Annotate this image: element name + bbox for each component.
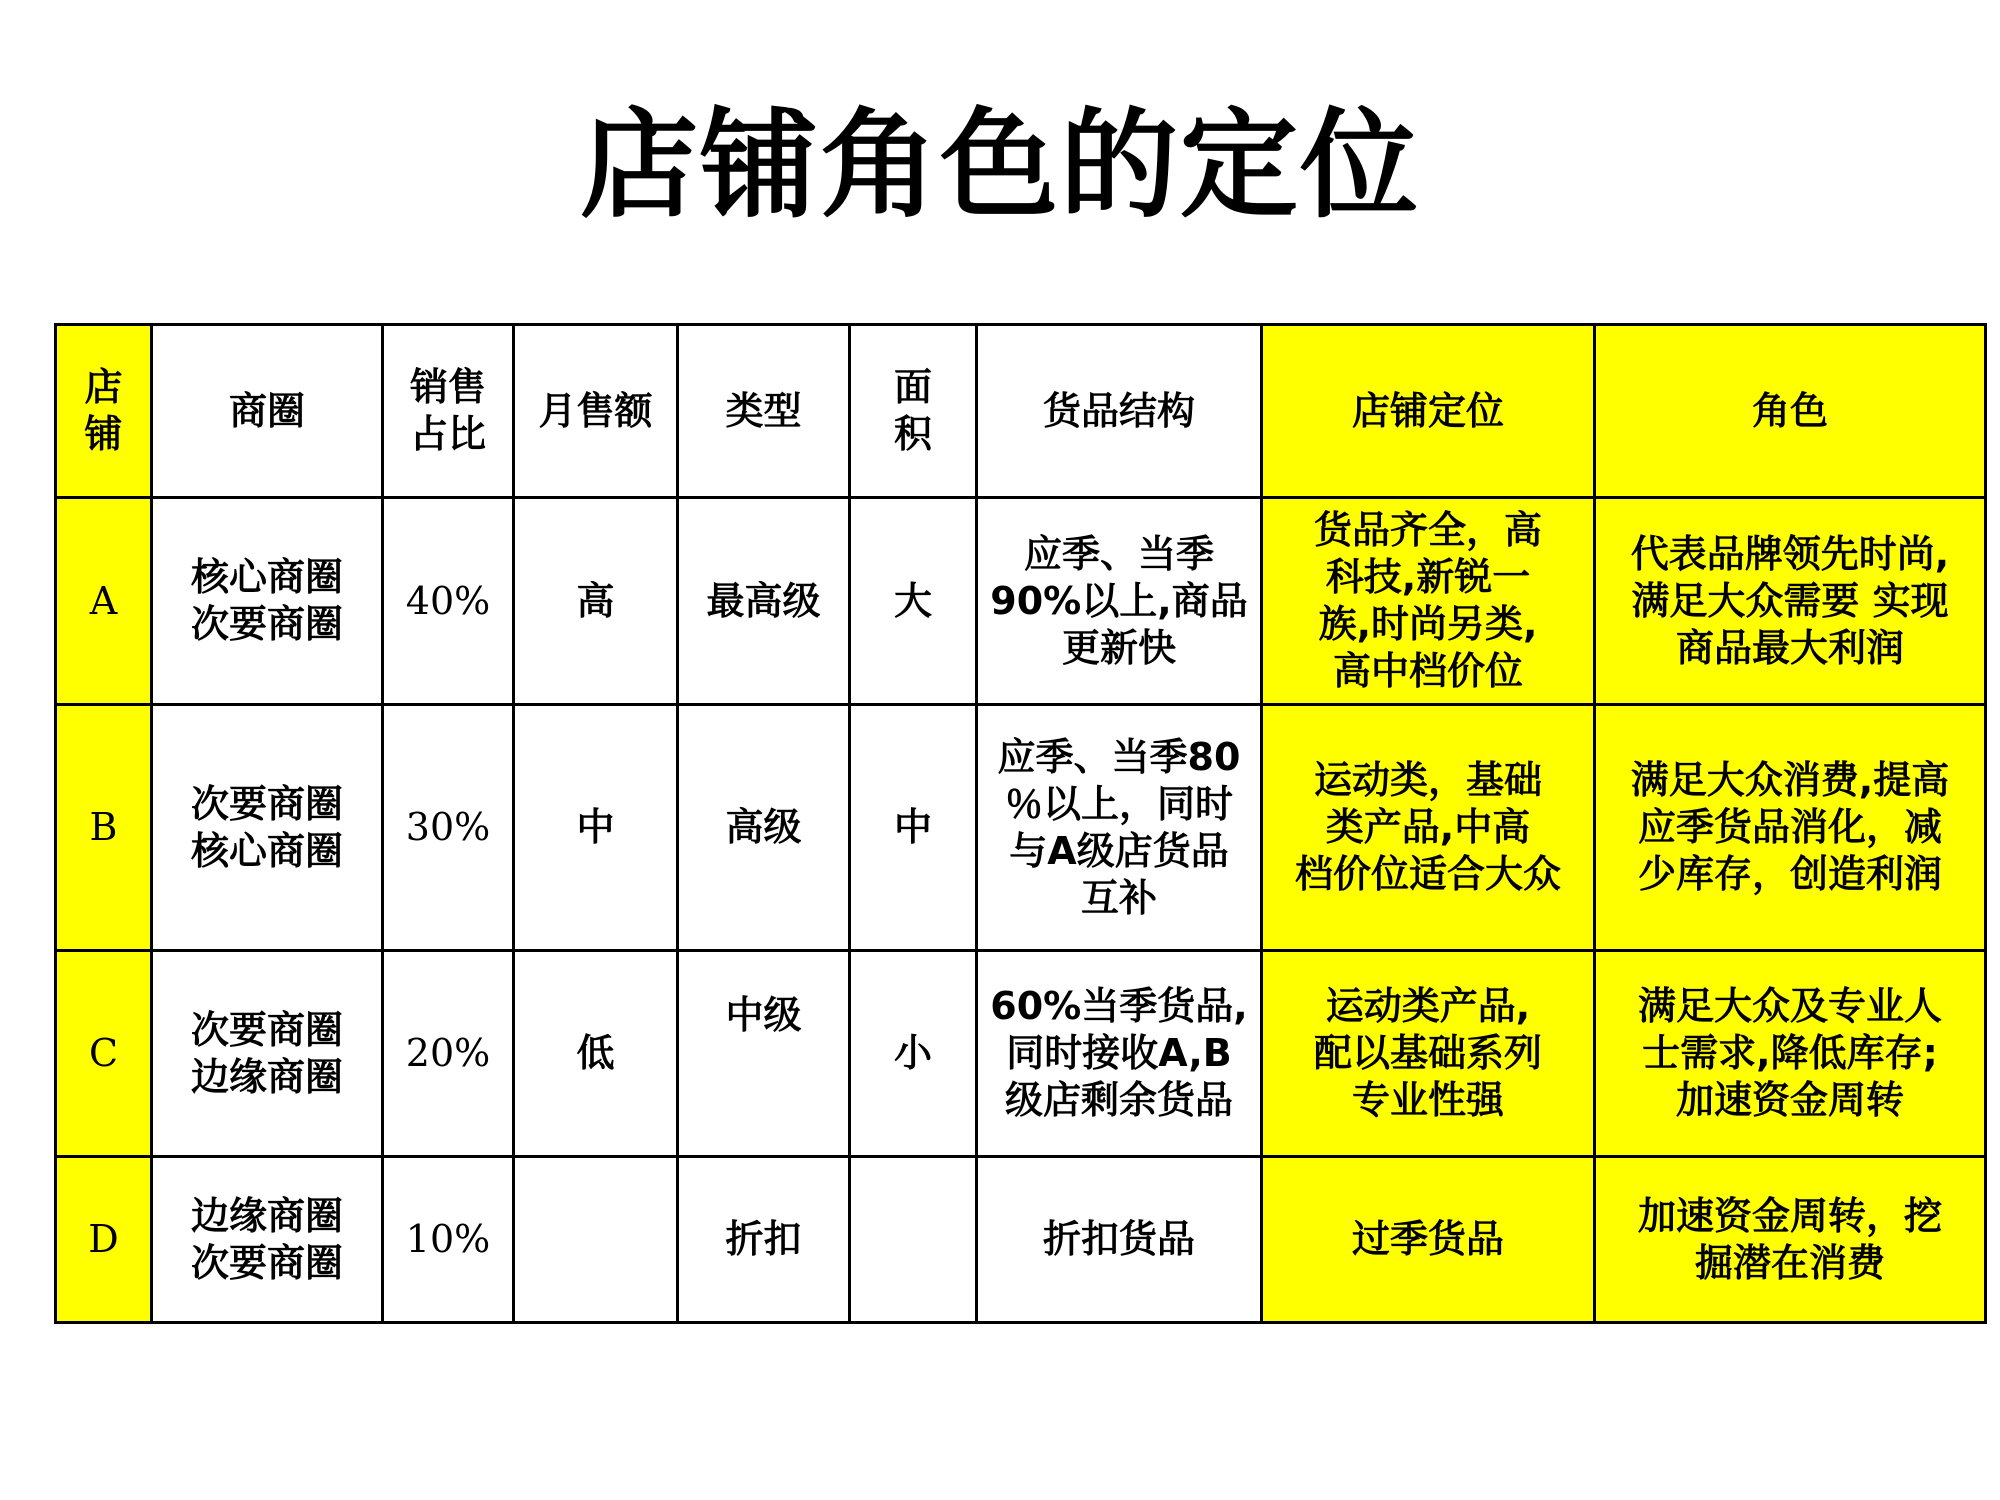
area-cell: 中 <box>850 705 977 951</box>
positioning-cell: 货品齐全，高 科技,新锐一 族,时尚另类, 高中档价位 <box>1262 498 1595 705</box>
sales-ratio-cell: 40% <box>383 498 514 705</box>
table-row <box>56 951 1986 1157</box>
area-cell <box>850 1157 977 1323</box>
table-header-row <box>56 325 1986 498</box>
goods-structure-cell: 60%当季货品, 同时接收A,B 级店剩余货品 <box>977 951 1262 1157</box>
header-sales-ratio: 销售 占比 <box>383 325 514 498</box>
role-cell: 满足大众消费,提高 应季货品消化，减 少库存，创造利润 <box>1595 705 1986 951</box>
monthly-sales-cell: 低 <box>514 951 678 1157</box>
role-cell: 代表品牌领先时尚, 满足大众需要 实现 商品最大利润 <box>1595 498 1986 705</box>
header-goods-structure: 货品结构 <box>977 325 1262 498</box>
role-cell: 加速资金周转，挖 掘潜在消费 <box>1595 1157 1986 1323</box>
table-row <box>56 1157 1986 1323</box>
circle-cell: 次要商圈 核心商圈 <box>152 705 383 951</box>
type-cell: 高级 <box>678 705 850 951</box>
header-positioning: 店铺定位 <box>1262 325 1595 498</box>
sales-ratio-cell: 20% <box>383 951 514 1157</box>
area-cell: 大 <box>850 498 977 705</box>
header-store: 店 铺 <box>56 325 152 498</box>
monthly-sales-cell: 中 <box>514 705 678 951</box>
role-cell: 满足大众及专业人 士需求,降低库存; 加速资金周转 <box>1595 951 1986 1157</box>
header-type: 类型 <box>678 325 850 498</box>
goods-structure-cell: 应季、当季 90%以上,商品 更新快 <box>977 498 1262 705</box>
type-cell: 中级 <box>678 951 850 1157</box>
positioning-cell: 运动类，基础 类产品,中高 档价位适合大众 <box>1262 705 1595 951</box>
table-row <box>56 705 1986 951</box>
table-row <box>56 498 1986 705</box>
monthly-sales-cell: 高 <box>514 498 678 705</box>
positioning-cell: 过季货品 <box>1262 1157 1595 1323</box>
type-cell: 折扣 <box>678 1157 850 1323</box>
type-cell: 最高级 <box>678 498 850 705</box>
store-positioning-table <box>54 323 1987 1324</box>
circle-cell: 次要商圈 边缘商圈 <box>152 951 383 1157</box>
header-monthly-sales: 月售额 <box>514 325 678 498</box>
circle-cell: 核心商圈 次要商圈 <box>152 498 383 705</box>
goods-structure-cell: 折扣货品 <box>977 1157 1262 1323</box>
positioning-cell: 运动类产品, 配以基础系列 专业性强 <box>1262 951 1595 1157</box>
goods-structure-cell: 应季、当季80 ％以上，同时 与A级店货品 互补 <box>977 705 1262 951</box>
monthly-sales-cell <box>514 1157 678 1323</box>
store-id-cell: A <box>56 498 152 705</box>
store-id-cell: C <box>56 951 152 1157</box>
store-id-cell: B <box>56 705 152 951</box>
circle-cell: 边缘商圈 次要商圈 <box>152 1157 383 1323</box>
header-role: 角色 <box>1595 325 1986 498</box>
sales-ratio-cell: 30% <box>383 705 514 951</box>
header-circle: 商圈 <box>152 325 383 498</box>
header-area: 面 积 <box>850 325 977 498</box>
page-title: 店铺角色的定位 <box>579 96 1420 234</box>
sales-ratio-cell: 10% <box>383 1157 514 1323</box>
store-id-cell: D <box>56 1157 152 1323</box>
area-cell: 小 <box>850 951 977 1157</box>
